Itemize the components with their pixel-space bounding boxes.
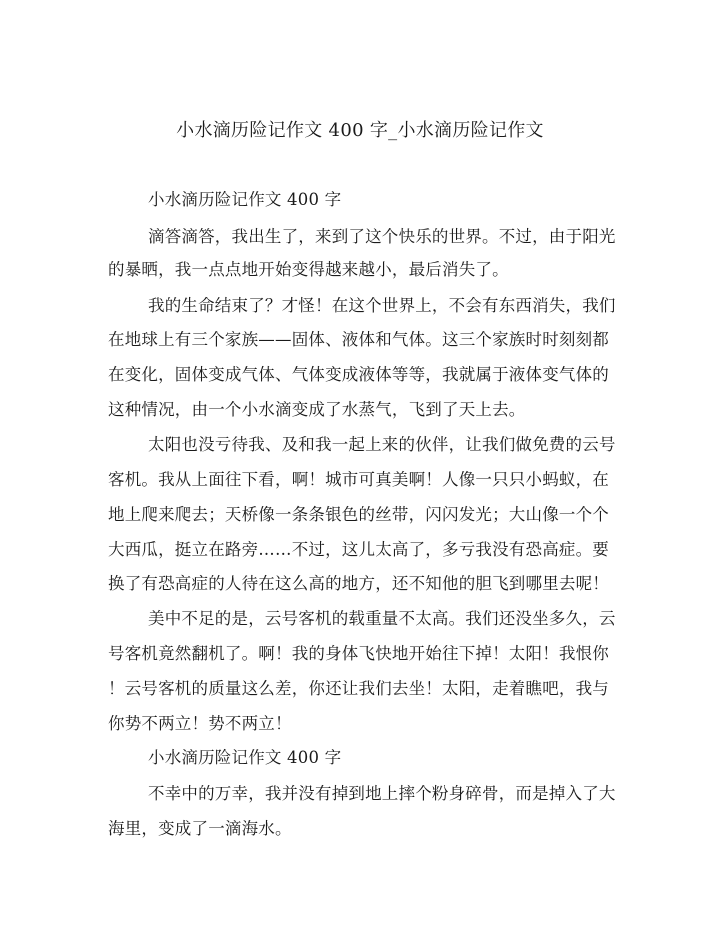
subtitle-line: 小水滴历险记作文 400 字 xyxy=(148,190,342,209)
paragraph-line: 客机。我从上面往下看，啊！城市可真美啊！人像一只只小蚂蚁，在 xyxy=(108,470,609,489)
paragraph-line: 美中不足的是，云号客机的载重量不太高。我们还没坐多久，云 xyxy=(148,609,616,628)
document-title: 小水滴历险记作文 400 字_小水滴历险记作文 xyxy=(176,120,544,141)
paragraph-line: 号客机竟然翻机了。啊！我的身体飞快地开始往下掉！太阳！我恨你 xyxy=(108,644,609,663)
paragraph-line: 太阳也没亏待我、及和我一起上来的伙伴，让我们做免费的云号 xyxy=(148,435,616,454)
paragraph-line: 大西瓜，挺立在路旁……不过，这儿太高了，多亏我没有恐高症。要 xyxy=(108,540,609,559)
paragraph-line: 的暴晒，我一点点地开始变得越来越小，最后消失了。 xyxy=(108,260,509,279)
paragraph-line: ！云号客机的质量这么差，你还让我们去坐！太阳，走着瞧吧，我与 xyxy=(108,679,609,698)
paragraph-line: 在变化，固体变成气体、气体变成液体等等，我就属于液体变气体的 xyxy=(108,365,609,384)
subtitle-line: 小水滴历险记作文 400 字 xyxy=(148,748,342,767)
paragraph-line: 海里，变成了一滴海水。 xyxy=(108,819,292,838)
paragraph-line: 我的生命结束了？才怪！在这个世界上，不会有东西消失，我们 xyxy=(148,296,616,315)
paragraph-line: 你势不两立！势不两立！ xyxy=(108,714,292,733)
paragraph-line: 不幸中的万幸，我并没有掉到地上摔个粉身碎骨，而是掉入了大 xyxy=(148,784,616,803)
paragraph-line: 这种情况，由一个小水滴变成了水蒸气，飞到了天上去。 xyxy=(108,400,526,419)
paragraph-line: 换了有恐高症的人待在这么高的地方，还不知他的胆飞到哪里去呢！ xyxy=(108,574,609,593)
paragraph-line: 地上爬来爬去；天桥像一条条银色的丝带，闪闪发光；大山像一个个 xyxy=(108,505,609,524)
paragraph-line: 在地球上有三个家族——固体、液体和气体。这三个家族时时刻刻都 xyxy=(108,330,609,349)
paragraph-line: 滴答滴答，我出生了，来到了这个快乐的世界。不过，由于阳光 xyxy=(148,227,616,246)
